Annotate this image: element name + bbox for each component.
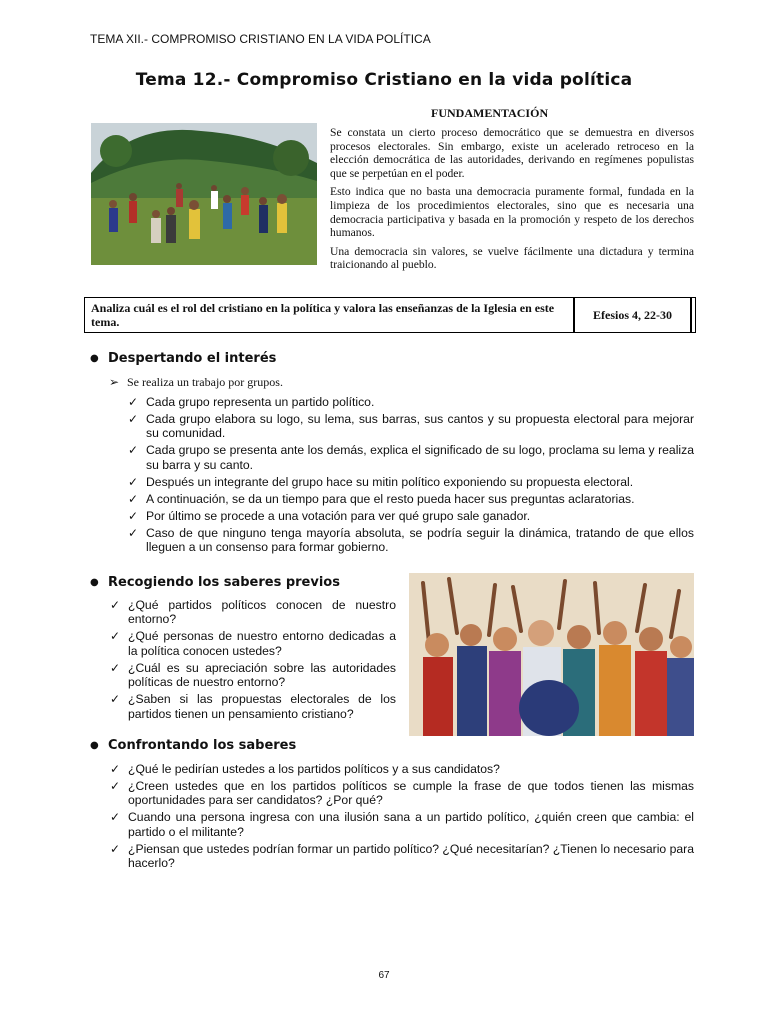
check-icon: ✓ xyxy=(110,629,121,644)
check-icon: ✓ xyxy=(110,810,121,825)
running-header: TEMA XII.- COMPROMISO CRISTIANO EN LA VIDA POLÍTICA xyxy=(90,32,431,46)
section-heading-interes xyxy=(90,351,276,366)
list-item: ✓ ¿Qué le pedirían ustedes a los partidos políticos y a sus candidatos? xyxy=(110,762,500,776)
list-item: ✓ ¿Qué partidos políticos conocen de nuestro entorno? xyxy=(110,598,396,627)
confrontando-list xyxy=(110,762,694,873)
check-icon: ✓ xyxy=(110,841,121,856)
intro-line xyxy=(109,375,283,390)
bullet-icon: ● xyxy=(90,353,99,364)
arrow-icon: ➢ xyxy=(109,375,120,389)
bible-reference: Efesios 4, 22-30 xyxy=(575,298,692,332)
page-number: 67 xyxy=(378,970,390,981)
list-item: ✓ Después un integrante del grupo hace su mitin político exponiendo su propuesta electoral. xyxy=(128,474,634,489)
list-item: ✓ ¿Piensan que ustedes podrían formar un partido político? ¿Qué necesitarían? ¿Tienen lo necesario para hacerlo? xyxy=(110,841,694,871)
check-icon: ✓ xyxy=(128,412,139,426)
interes-list xyxy=(128,395,694,557)
list-item: ✓ ¿Creen ustedes que en los partidos políticos se cumple la frase de que todos tienen las mismas oportunidades para ser candidatos? ¿Por qué? xyxy=(110,779,694,808)
check-icon: ✓ xyxy=(128,474,139,489)
check-icon: ✓ xyxy=(128,443,139,458)
check-icon: ✓ xyxy=(128,508,139,523)
check-icon: ✓ xyxy=(110,762,121,776)
section-title: Recogiendo los saberes previos xyxy=(108,575,340,590)
fundamentacion-paragraph: Esto indica que no basta una democracia puramente formal, fundada en la limpieza de los procedimientos electorales, sino que es necesaria una democracia participativa y basada en la promoción y respeto de los derechos humanos. xyxy=(330,185,694,240)
fundamentacion-text xyxy=(330,126,694,277)
section-heading-saberes-previos xyxy=(90,575,340,590)
section-heading-confrontando xyxy=(90,738,296,753)
fundamentacion-paragraph: Se constata un cierto proceso democrático que se demuestra en diversos procesos electorales. Sin embargo, existe un acelerado retroceso en la elección democrática de las autoridades, derivando en regímenes populistas que se perpetúan en el poder. xyxy=(330,126,694,180)
check-icon: ✓ xyxy=(128,525,139,540)
section-title: Confrontando los saberes xyxy=(108,738,297,753)
check-icon: ✓ xyxy=(128,395,139,409)
list-item: ✓ Cada grupo se presenta ante los demás, explica el significado de su logo, proclama su lema y realiza su barra y su canto. xyxy=(128,443,694,472)
group-meeting-photo xyxy=(91,123,317,265)
list-item: ✓ ¿Saben si las propuestas electorales de los partidos tienen un pensamiento cristiano? xyxy=(110,692,396,721)
list-item: ✓ Caso de que ninguno tenga mayoría absoluta, se podría seguir la dinámica, tratando de que ellos lleguen a un consenso para formar gobierno. xyxy=(128,525,694,555)
list-item: ✓ Cada grupo elabora su logo, su lema, sus barras, sus cantos y su propuesta electoral para mejorar su comunidad. xyxy=(128,412,694,441)
check-icon: ✓ xyxy=(110,598,121,612)
list-item: ✓ ¿Cuál es su apreciación sobre las autoridades políticas de nuestro entorno? xyxy=(110,660,396,690)
list-item: ✓ Cuando una persona ingresa con una ilusión sana a un partido político, ¿quién creen que cambia: el partido o el militante? xyxy=(110,810,694,839)
intro-text: Se realiza un trabajo por grupos. xyxy=(127,375,283,389)
list-item: ✓ ¿Qué personas de nuestro entorno dedicadas a la política conocen ustedes? xyxy=(110,629,396,658)
check-icon: ✓ xyxy=(110,660,121,675)
list-item: ✓ Cada grupo representa un partido político. xyxy=(128,395,375,409)
fundamentacion-paragraph: Una democracia sin valores, se vuelve fácilmente una dictadura y termina traicionando al pueblo. xyxy=(330,244,694,272)
list-item: ✓ A continuación, se da un tiempo para que el resto pueda hacer sus preguntas aclaratorias. xyxy=(128,491,635,506)
objective-text: Analiza cuál es el rol del cristiano en la política y valora las enseñanzas de la Iglesia en este tema. xyxy=(85,298,575,332)
page-title: Tema 12.- Compromiso Cristiano en la vida política xyxy=(135,70,633,90)
bullet-icon: ● xyxy=(90,577,99,588)
crowd-illustration xyxy=(409,573,694,736)
check-icon: ✓ xyxy=(110,779,121,793)
check-icon: ✓ xyxy=(128,491,139,506)
fundamentacion-heading: FUNDAMENTACIÓN xyxy=(431,106,549,120)
check-icon: ✓ xyxy=(110,692,121,707)
list-item: ✓ Por último se procede a una votación para ver qué grupo sale ganador. xyxy=(128,508,531,523)
saberes-previos-list xyxy=(110,598,396,724)
section-title: Despertando el interés xyxy=(108,351,277,366)
objective-box xyxy=(84,297,696,333)
bullet-icon: ● xyxy=(90,740,99,751)
